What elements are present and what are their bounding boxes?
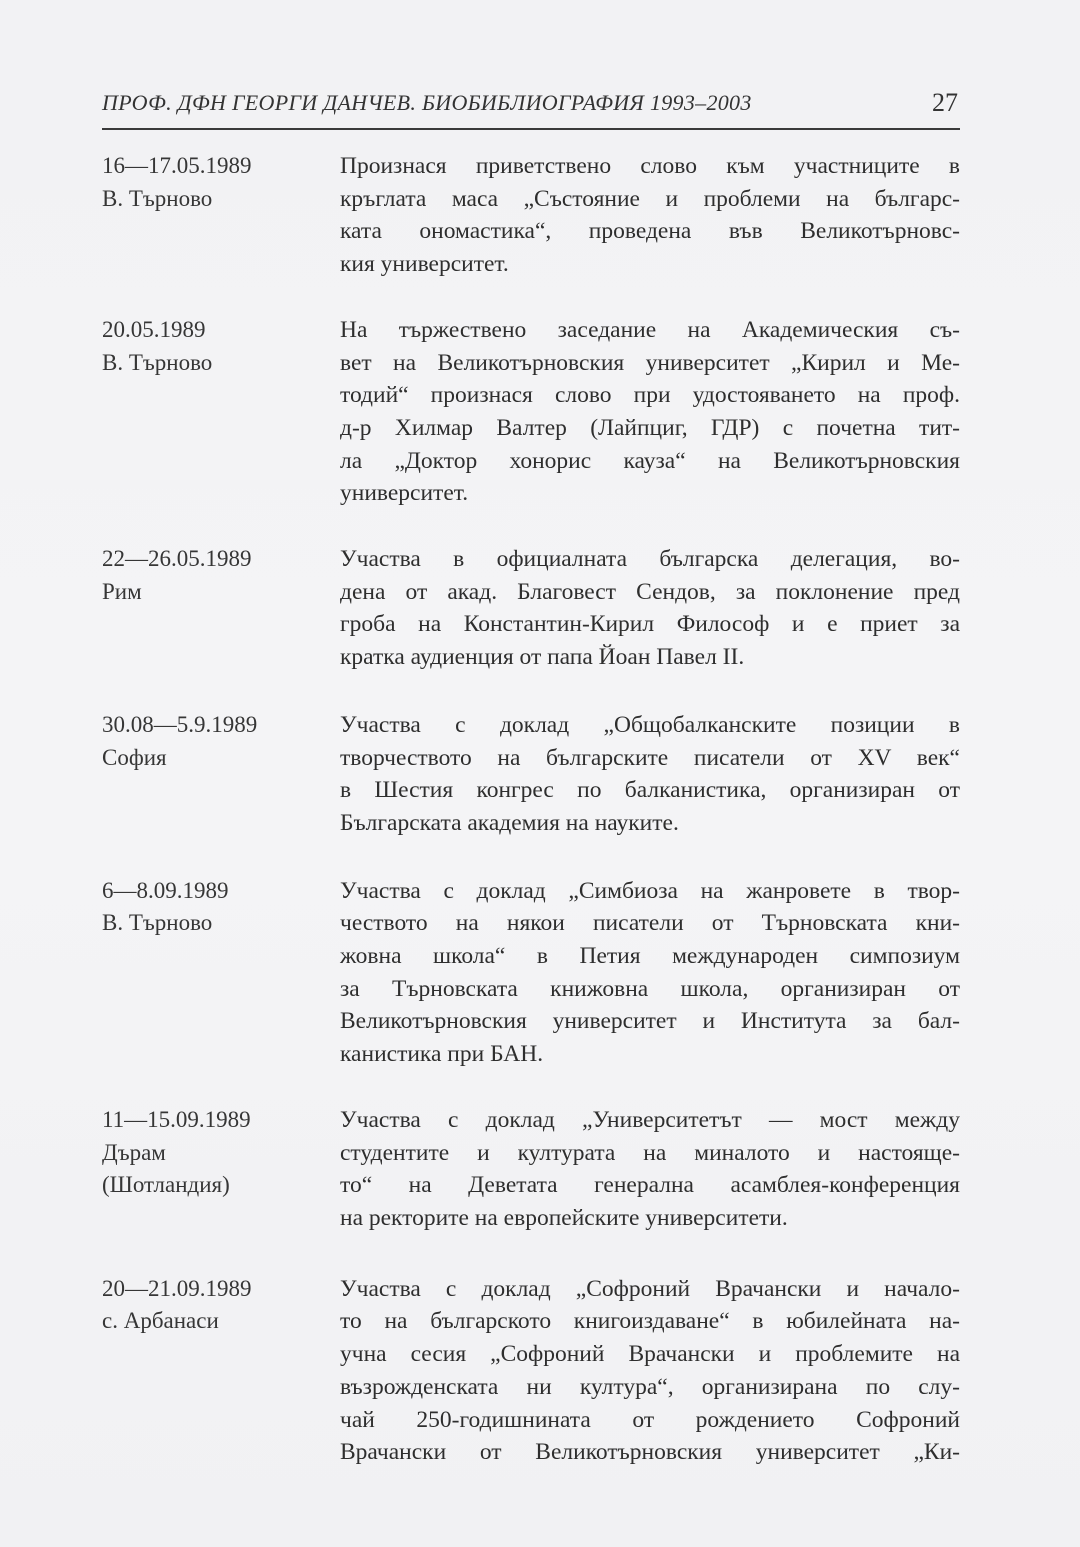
entry-line: жовна школа“ в Петия международен симпозиум xyxy=(340,943,960,970)
running-header xyxy=(102,88,960,130)
chronology-entry xyxy=(102,150,960,281)
entry-meta xyxy=(102,709,340,840)
entry-date: 16—17.05.1989 xyxy=(102,153,252,178)
entry-meta xyxy=(102,875,340,1071)
entry-line: ла „Доктор хонорис кауза“ на Великотърновския xyxy=(340,447,960,474)
entry-description xyxy=(340,1273,960,1469)
entry-line: то“ на Деветата генерална асамблея-конференция xyxy=(340,1172,960,1199)
chronology-entry xyxy=(102,543,960,674)
entry-place: В. Търново xyxy=(102,185,213,211)
entry-line: тодий“ произнася слово при удостояването на проф. xyxy=(340,382,960,409)
entry-line: възрожденската ни култура“, организирана по слу- xyxy=(340,1373,960,1400)
entry-line: университет. xyxy=(340,480,469,507)
entry-meta xyxy=(102,1104,340,1235)
chronology-entry xyxy=(102,875,960,1071)
entry-description xyxy=(340,709,960,840)
entry-line: Участва с доклад „Софроний Врачански и начало- xyxy=(340,1275,960,1302)
entry-description xyxy=(340,314,960,510)
entry-line: кръглата маса „Състояние и проблеми на българс- xyxy=(340,185,960,212)
entry-line: Българската академия на науките. xyxy=(340,809,679,836)
entry-line: за Търновската книжовна школа, организиран от xyxy=(340,975,960,1002)
entry-line: Произнася приветствено слово към участниците в xyxy=(340,153,960,179)
entry-line: Участва в официалната българска делегация, во- xyxy=(340,546,960,573)
entry-description xyxy=(340,875,960,1071)
entry-date: 6—8.09.1989 xyxy=(102,877,229,903)
entry-line: Врачански от Великотърновския университет „Ки- xyxy=(340,1439,960,1466)
entry-place: Дърам xyxy=(102,1139,166,1165)
entry-place: В. Търново xyxy=(102,910,213,936)
chronology-list xyxy=(102,150,960,1469)
entry-description xyxy=(340,150,960,281)
entry-date: 20.05.1989 xyxy=(102,316,206,342)
entry-line: Великотърновския университет и Института за бал- xyxy=(340,1008,960,1035)
entry-line: кия университет. xyxy=(340,251,509,278)
entry-description xyxy=(340,543,960,674)
entry-line: д-р Хилмар Валтер (Лайпциг, ГДР) с почетна тит- xyxy=(340,414,960,441)
entry-meta xyxy=(102,543,340,674)
entry-line: на ректорите на европейските университети. xyxy=(340,1204,788,1231)
entry-place: София xyxy=(102,744,167,770)
entry-meta xyxy=(102,314,340,510)
entry-place: В. Търново xyxy=(102,349,213,375)
entry-line: в Шестия конгрес по балканистика, организиран от xyxy=(340,777,960,804)
entry-date: 20—21.09.1989 xyxy=(102,1275,252,1301)
entry-line: то на българското книгоиздаване“ в юбилейната на- xyxy=(340,1308,960,1335)
entry-line: чеството на някои писатели от Търновската кни- xyxy=(340,910,960,937)
entry-line: творчеството на българските писатели от XV век“ xyxy=(340,744,960,771)
entry-date: 11—15.09.1989 xyxy=(102,1106,251,1132)
entry-place: Рим xyxy=(102,578,142,604)
entry-line: учна сесия „Софроний Врачански и проблемите на xyxy=(340,1341,960,1368)
entry-date: 30.08—5.9.1989 xyxy=(102,711,258,737)
entry-place: (Шотландия) xyxy=(102,1172,230,1198)
entry-date: 22—26.05.1989 xyxy=(102,546,252,572)
entry-line: ката ономастика“, проведена във Великотърновс- xyxy=(340,218,960,245)
entry-meta xyxy=(102,1273,340,1469)
entry-place: с. Арбанаси xyxy=(102,1308,219,1334)
entry-line: гроба на Константин-Кирил Философ и е приет за xyxy=(340,611,960,638)
chronology-entry xyxy=(102,314,960,510)
entry-line: вет на Великотърновския университет „Кирил и Ме- xyxy=(340,349,960,376)
running-title: ПРОФ. ДФН ГЕОРГИ ДАНЧЕВ. БИОБИБЛИОГРАФИЯ 1993–2003 xyxy=(102,90,752,115)
entry-description xyxy=(340,1104,960,1235)
page-number: 27 xyxy=(932,88,958,117)
entry-line: канистика при БАН. xyxy=(340,1041,544,1068)
entry-line: Участва с доклад „Симбиоза на жанровете в твор- xyxy=(340,877,960,904)
entry-line: студентите и културата на миналото и настояще- xyxy=(340,1139,960,1166)
entry-line: Участва с доклад „Университетът — мост между xyxy=(340,1106,960,1133)
entry-line: дена от акад. Благовест Сендов, за поклонение пред xyxy=(340,578,960,605)
entry-line: Участва с доклад „Общобалканските позиции в xyxy=(340,711,960,738)
chronology-entry xyxy=(102,1273,960,1469)
chronology-entry xyxy=(102,1104,960,1235)
entry-line: чай 250-годишнината от рождението Софроний xyxy=(340,1406,960,1433)
entry-line: кратка аудиенция от папа Йоан Павел II. xyxy=(340,644,745,671)
entry-line: На тържествено заседание на Академическия съ- xyxy=(340,316,960,343)
chronology-entry xyxy=(102,709,960,840)
entry-meta xyxy=(102,150,340,281)
